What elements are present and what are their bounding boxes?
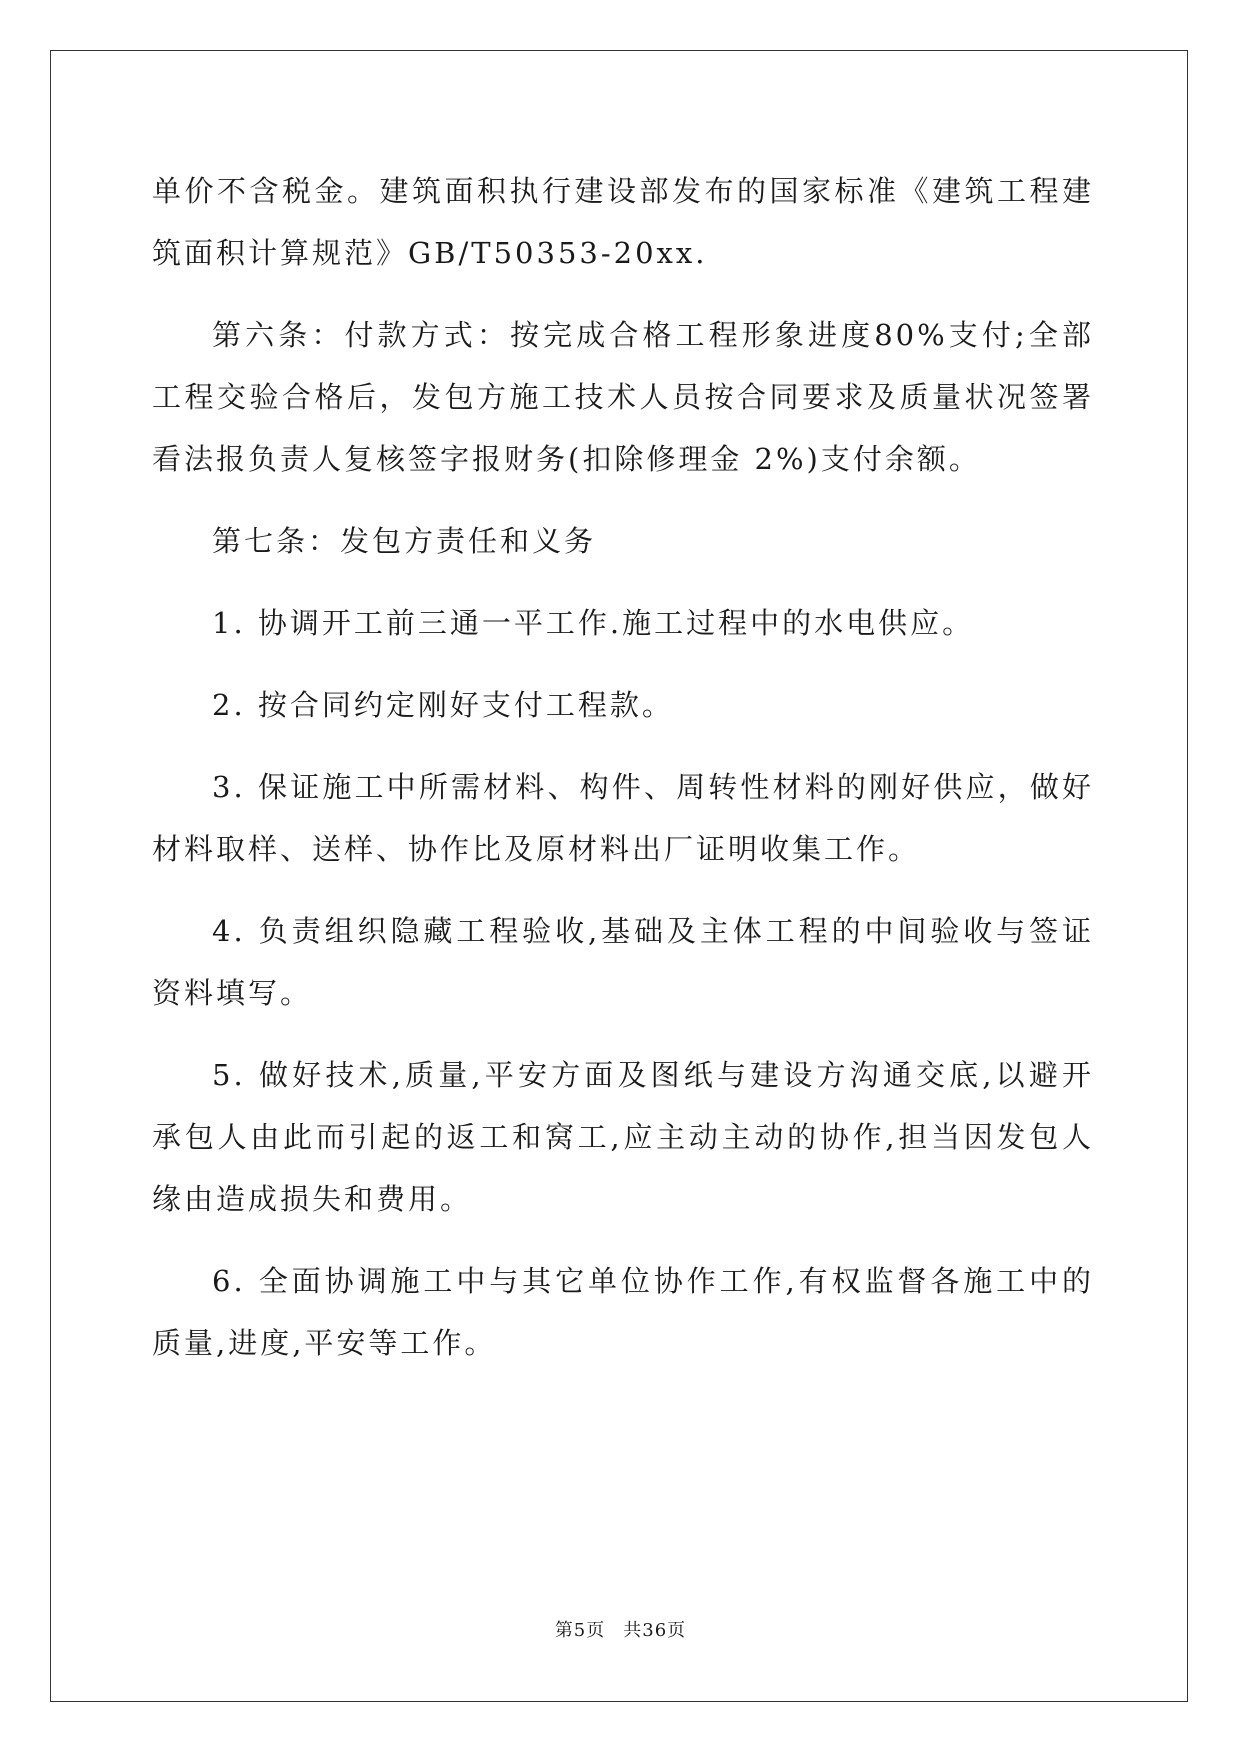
- page-footer: [0, 1616, 1241, 1642]
- document-body: [152, 160, 1094, 1394]
- list-item: 5. 做好技术,质量,平安方面及图纸与建设方沟通交底,以避开承包人由此而引起的返工和窝工,应主动主动的协作,担当因发包人缘由造成损失和费用。: [152, 1058, 1094, 1216]
- total-pages: 共36页: [623, 1620, 687, 1641]
- section-heading: 第七条：发包方责任和义务: [212, 524, 597, 558]
- list-item: 3. 保证施工中所需材料、构件、周转性材料的刚好供应，做好材料取样、送样、协作比及原材料出厂证明收集工作。: [152, 770, 1094, 866]
- list-item: 4. 负责组织隐藏工程验收,基础及主体工程的中间验收与签证资料填写。: [152, 914, 1094, 1010]
- page-number: 第5页: [554, 1620, 606, 1641]
- list-item: 1. 协调开工前三通一平工作.施工过程中的水电供应。: [212, 606, 975, 640]
- paragraph: 单价不含税金。建筑面积执行建设部发布的国家标准《建筑工程建筑面积计算规范》GB/T50353-20xx.: [152, 174, 1094, 270]
- list-item: 6. 全面协调施工中与其它单位协作工作,有权监督各施工中的质量,进度,平安等工作。: [152, 1264, 1094, 1360]
- paragraph: 第六条：付款方式：按完成合格工程形象进度80%支付;全部工程交验合格后，发包方施工技术人员按合同要求及质量状况签署看法报负责人复核签字报财务(扣除修理金 2%)支付余额。: [152, 318, 1094, 476]
- list-item: 2. 按合同约定刚好支付工程款。: [212, 688, 674, 722]
